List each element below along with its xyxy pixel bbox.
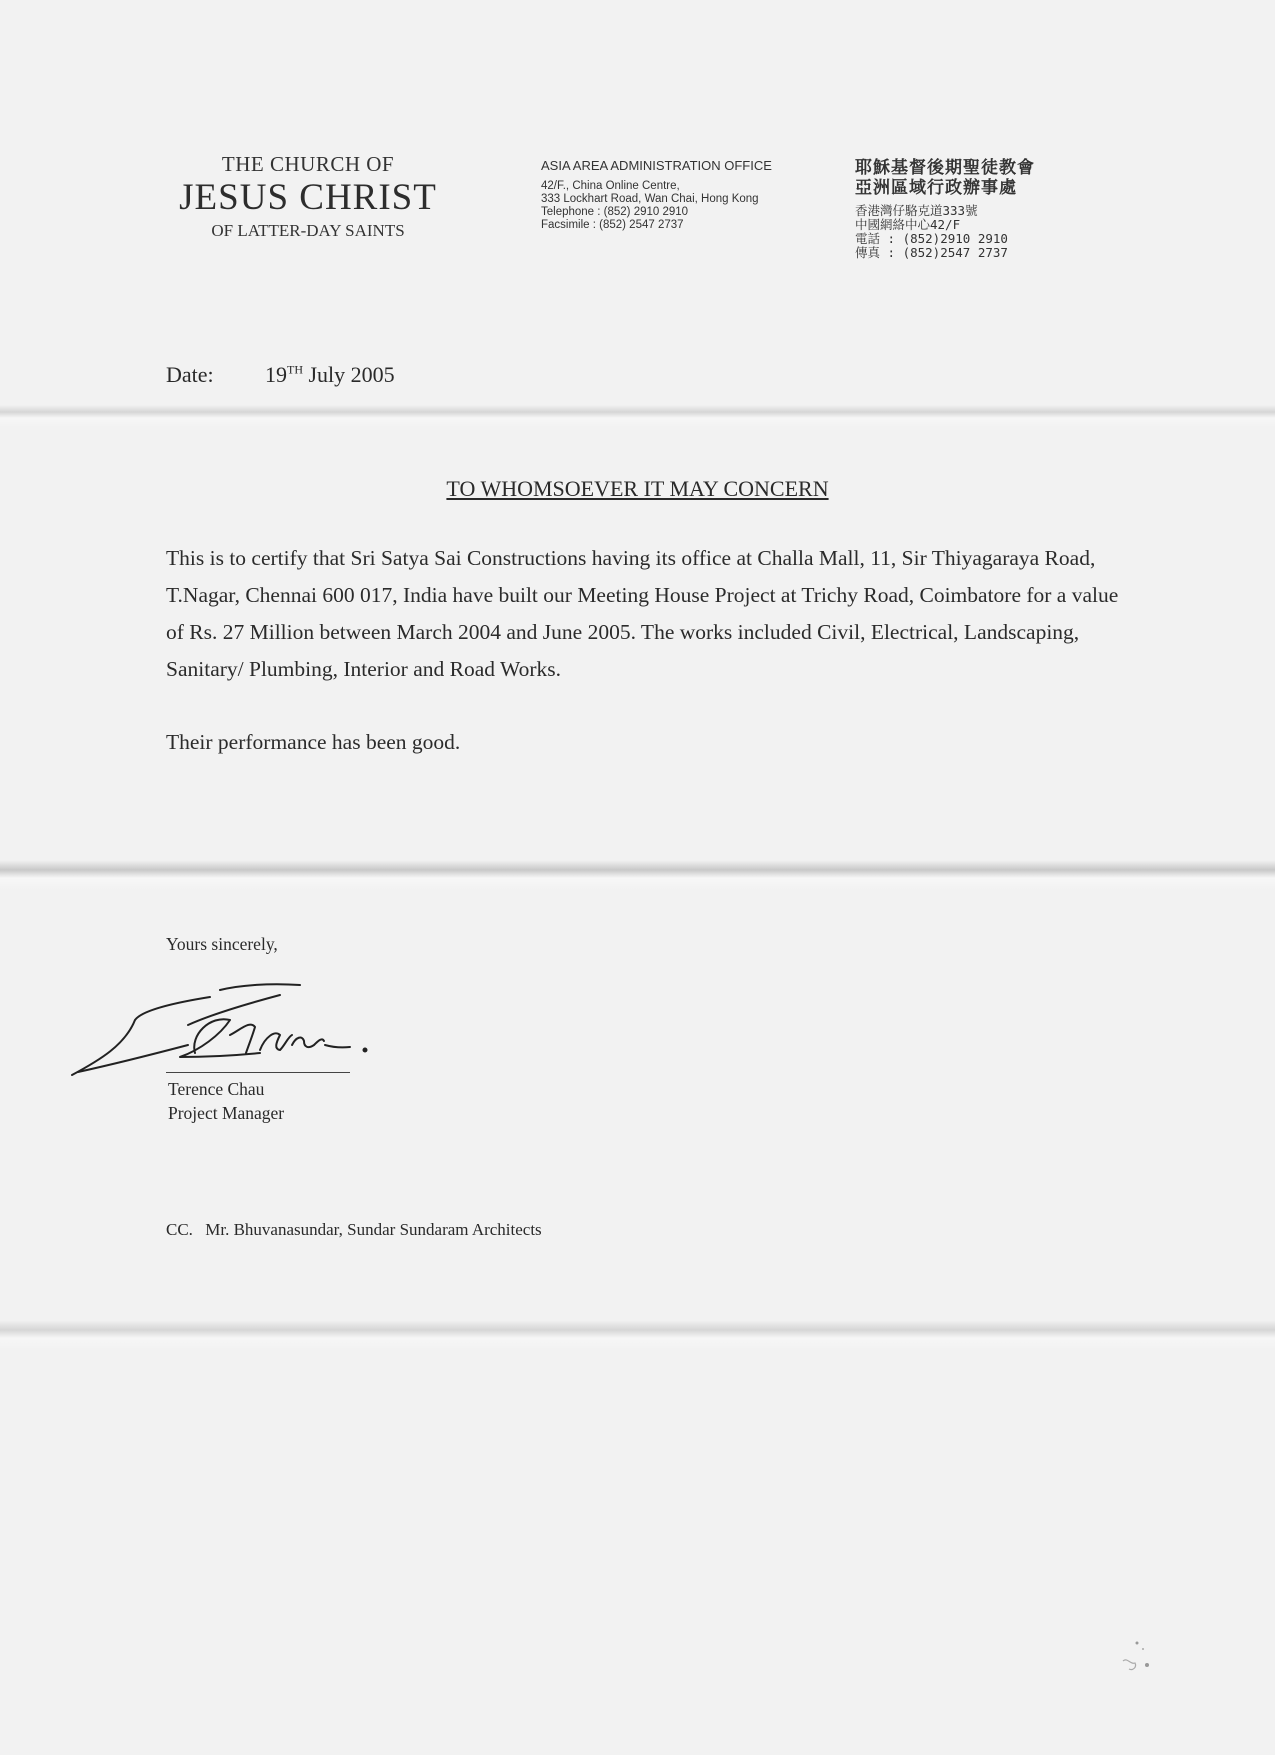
chinese-address-block [855,158,1035,260]
church-name-line1: THE CHURCH OF [221,152,395,176]
office-address-line: 42/F., China Online Centre, [541,180,680,192]
signature-line [166,1072,350,1073]
body-paragraph: This is to certify that Sri Satya Sai Constructions having its office at Challa Mall, 11, Sir Thiyagaraya Road, T.Nagar, Chennai 600 017, India have built our Meeting House Project at Trichy Road, Coimbatore for a value of Rs. 27 Million between March 2004 and June 2005. The works included Civil, Electrical, Landscaping, Sanitary/ Plumbing, Interior and Road Works. [166,546,1119,681]
church-name-line3: OF LATTER-DAY SAINTS [211,221,405,240]
handwritten-signature [70,975,410,1080]
date-label: Date: [166,362,214,387]
chinese-facsimile: 傳真 : (852)2547 2737 [855,245,1008,260]
closing-salutation: Yours sincerely, [166,934,278,954]
signer-title: Project Manager [168,1103,285,1123]
heading-text: TO WHOMSOEVER IT MAY CONCERN [446,476,829,501]
date-day: 19 [265,362,287,387]
date-suffix: TH [287,362,303,377]
signer-block [168,1077,284,1125]
letter-date [166,362,395,388]
office-address-line: 333 Lockhart Road, Wan Chai, Hong Kong [541,193,759,205]
carbon-copy-line [166,1220,542,1240]
paper-stain-mark [1115,1635,1155,1675]
signer-name: Terence Chau [168,1079,265,1099]
chinese-title-line: 耶穌基督後期聖徒教會 [855,158,1035,178]
cc-recipient: Mr. Bhuvanasundar, Sundar Sundaram Architects [205,1220,542,1239]
church-name-line2: JESUS CHRIST [179,177,437,218]
chinese-address-line: 中國網絡中心42/F [855,217,961,232]
date-month-year: July 2005 [303,362,395,387]
cc-label: CC. [166,1220,193,1239]
body-paragraph: Their performance has been good. [166,730,461,754]
letter-body [166,540,1126,797]
office-address-block [541,158,772,232]
chinese-title-line: 亞洲區域行政辦事處 [855,178,1017,198]
office-facsimile: Facsimile : (852) 2547 2737 [541,219,684,231]
church-logo-text [168,152,448,241]
chinese-telephone: 電話 : (852)2910 2910 [855,231,1008,246]
chinese-address-line: 香港灣仔駱克道333號 [855,203,978,218]
office-title: ASIA AREA ADMINISTRATION OFFICE [541,158,772,173]
letter-heading [0,476,1275,502]
office-telephone: Telephone : (852) 2910 2910 [541,206,689,218]
